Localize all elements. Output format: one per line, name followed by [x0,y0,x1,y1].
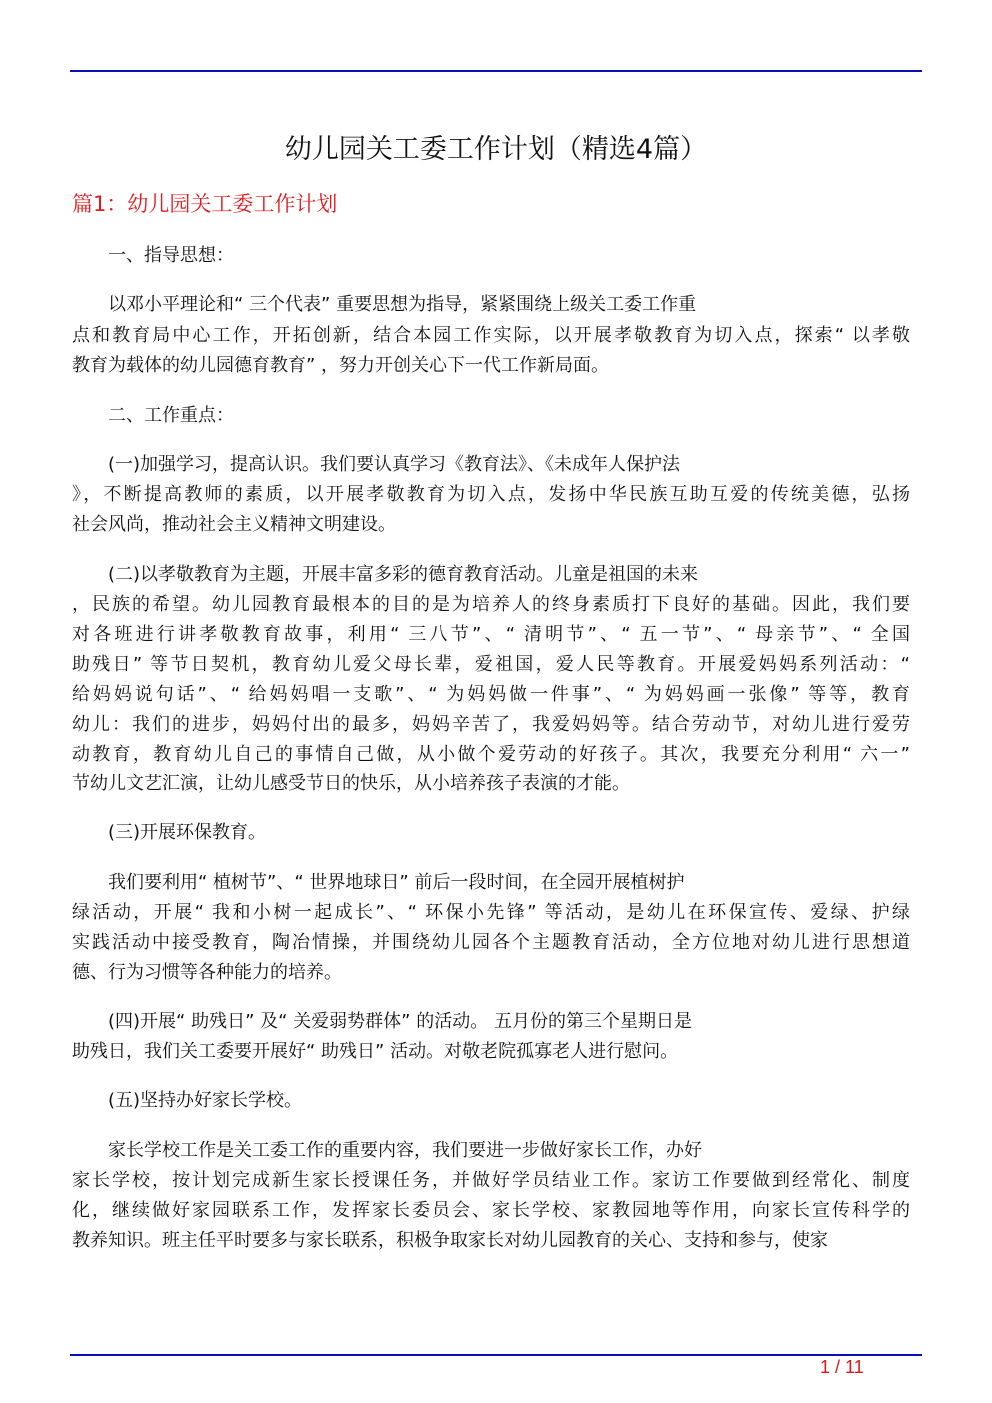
paragraph-line: 给妈妈说句话”、“ 给妈妈唱一支歌”、“ 为妈妈做一件事”、“ 为妈妈画一张像” 等等，教育 [72,684,910,705]
paragraph-line: 家长学校，按计划完成新生家长授课任务，并做好学员结业工作。家访工作要做到经常化、制度 [72,1170,910,1191]
paragraph-line: (二)以孝敬教育为主题，开展丰富多彩的德育教育活动。儿童是祖国的未来 [108,564,699,585]
paragraph-line: 助残日” 等节日契机，教育幼儿爱父母长辈，爱祖国，爱人民等教育。开展爱妈妈系列活动：“ [72,654,910,675]
paragraph-line: 实践活动中接受教育，陶冶情操，并围绕幼儿园各个主题教育活动，全方位地对幼儿进行思想道 [72,932,910,953]
paragraph-line: 教育为载体的幼儿园德育教育” ，努力开创关心下一代工作新局面。 [72,355,610,376]
paragraph-line: 绿活动，开展“ 我和小树一起成长”、“ 环保小先锋” 等活动，是幼儿在环保宣传、爱绿、护绿 [72,902,910,923]
header-rule [70,70,922,72]
section-heading: 篇1：幼儿园关工委工作计划 [72,192,338,216]
page-number: 1 / 11 [820,1357,864,1377]
paragraph-line: 对各班进行讲孝敬教育故事，利用“ 三八节”、“ 清明节”、“ 五一节”、“ 母亲节”、“ 全国 [72,624,910,645]
paragraph-line: (四)开展“ 助残日” 及“ 关爱弱势群体” 的活动。 五月份的第三个星期日是 [108,1011,692,1032]
paragraph-line: 我们要利用“ 植树节”、“ 世界地球日” 前后一段时间，在全园开展植树护 [108,872,685,893]
paragraph-line: 幼儿：我们的进步，妈妈付出的最多，妈妈辛苦了，我爱妈妈等。结合劳动节，对幼儿进行爱劳 [72,714,910,735]
paragraph-line: (三)开展环保教育。 [108,822,267,843]
paragraph-line: ，民族的希望。幼儿园教育最根本的目的是为培养人的终身素质打下良好的基础。因此，我们要 [72,594,910,615]
paragraph-line: 教养知识。班主任平时要多与家长联系，积极争取家长对幼儿园教育的关心、支持和参与，使家 [72,1230,828,1251]
paragraph-line: (五)坚持办好家长学校。 [108,1090,303,1111]
paragraph-line: 一、指导思想： [108,245,234,266]
paragraph-line: 德、行为习惯等各种能力的培养。 [72,962,342,983]
paragraph-line: 社会风尚，推动社会主义精神文明建设。 [72,514,396,535]
document-title: 幼儿园关工委工作计划（精选4篇） [284,134,708,165]
paragraph-line: 动教育，教育幼儿自己的事情自己做，从小做个爱劳动的好孩子。其次，我要充分利用“ 六一” [72,744,910,765]
paragraph-line: (一)加强学习，提高认识。我们要认真学习《教育法》、《未成年人保护法 [108,454,681,475]
paragraph-line: 助残日，我们关工委要开展好“ 助残日” 活动。对敬老院孤寡老人进行慰问。 [72,1041,679,1062]
paragraph-line: 以邓小平理论和“ 三个代表” 重要思想为指导，紧紧围绕上级关工委工作重 [108,294,697,315]
paragraph-line: 节幼儿文艺汇演，让幼儿感受节日的快乐，从小培养孩子表演的才能。 [72,773,630,794]
paragraph-line: 二、工作重点： [108,405,234,426]
paragraph-line: 家长学校工作是关工委工作的重要内容，我们要进一步做好家长工作，办好 [108,1140,702,1161]
paragraph-line: 化，继续做好家园联系工作，发挥家长委员会、家长学校、家教园地等作用，向家长宣传科学的 [72,1200,910,1221]
paragraph-line: 点和教育局中心工作，开拓创新，结合本园工作实际，以开展孝敬教育为切入点，探索“ 以孝敬 [72,325,910,346]
paragraph-line: 》，不断提高教师的素质，以开展孝敬教育为切入点，发扬中华民族互助互爱的传统美德，弘扬 [72,484,910,505]
footer-rule [70,1354,922,1356]
